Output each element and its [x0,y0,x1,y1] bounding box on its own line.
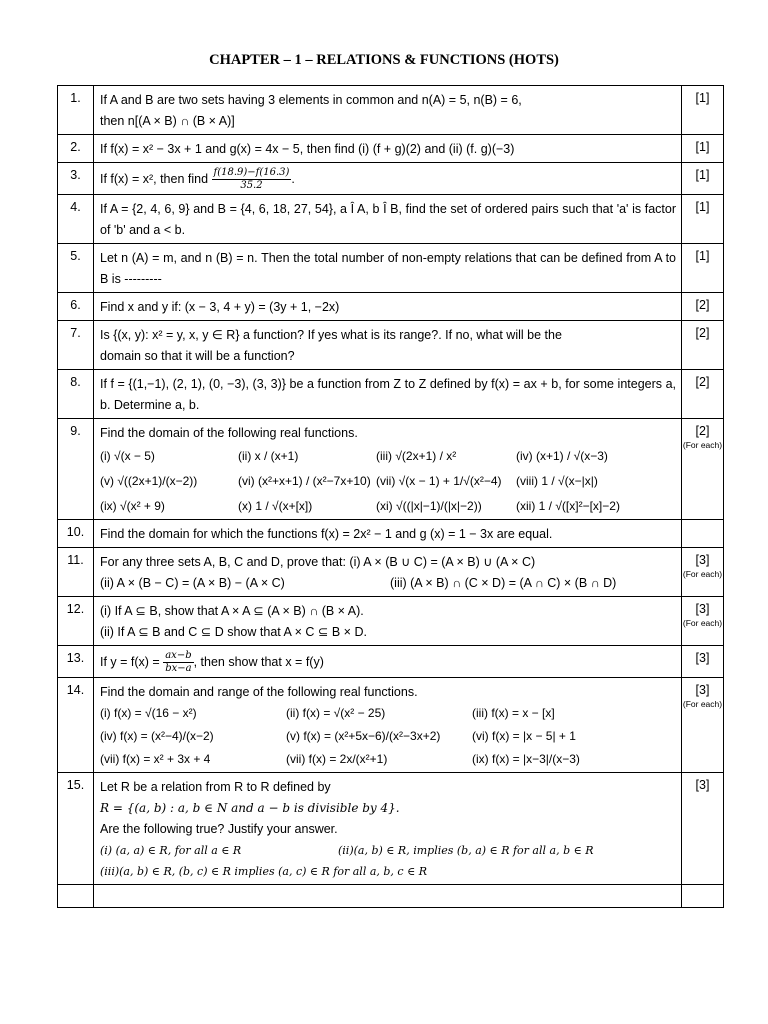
fraction [163,650,193,675]
question-text [94,646,682,678]
marks-note: (For each) [682,618,723,628]
table-row [58,548,724,597]
marks-value: [3] [695,683,710,697]
table-row [58,163,724,195]
question-line: then n[(A × B) ∩ (B × A)] [100,114,235,128]
question-part: (ii) A × (B − C) = (A × B) − (A × C) [100,576,285,590]
question-text [94,773,682,885]
function-item: (ii) f(x) = √(x² − 25) [286,706,386,720]
marks-value: [3] [695,602,710,616]
empty-cell [94,885,682,908]
question-marks [682,548,724,597]
question-number: 7. [58,321,94,370]
question-marks: [3] [682,646,724,678]
question-text: Find x and y if: (x − 3, 4 + y) = (3y + 1, −2x) [94,293,682,321]
question-prefix: If y = f(x) = [100,654,164,669]
question-number: 15. [58,773,94,885]
question-line: (i) If A ⊆ B, show that A × A ⊆ (A × B) ∩ (B × A). [100,604,364,618]
table-row [58,244,724,293]
question-number: 9. [58,419,94,520]
function-item: (vii) √(x − 1) + 1/√(x²−4) [376,474,502,488]
function-item: (xi) √((|x|−1)/(|x|−2)) [376,499,482,513]
question-marks: [1] [682,195,724,244]
question-number: 13. [58,646,94,678]
question-text [94,597,682,646]
question-part: (ii)(a, b) ∈ R, implies (b, a) ∈ R for all a, b ∈ R [338,844,594,857]
fraction [212,167,295,192]
function-grid [100,703,676,770]
question-line [100,840,676,861]
function-item: (vi) f(x) = |x − 5| + 1 [472,729,576,743]
question-line: R = {(a, b) : a, b ∈ N and a − b is divisible by 4}. [100,801,400,815]
fraction-numerator: f(18.9)−f(16.3) [213,167,290,178]
table-row [58,646,724,678]
question-marks: [1] [682,163,724,195]
question-line: domain so that it will be a function? [100,349,295,363]
marks-value: [3] [695,553,710,567]
question-line: Let R be a relation from R to R defined by [100,780,331,794]
question-text: Find the domain for which the functions f(x) = 2x² − 1 and g (x) = 1 − 3x are equal. [94,520,682,548]
marks-note: (For each) [682,569,723,579]
function-item: (vii) f(x) = x² + 3x + 4 [100,752,211,766]
function-item: (iv) (x+1) / √(x−3) [516,449,608,463]
question-number: 6. [58,293,94,321]
empty-cell [682,885,724,908]
function-item: (xii) 1 / √([x]²−[x]−2) [516,499,620,513]
question-text: If f(x) = x² − 3x + 1 and g(x) = 4x − 5, then find (i) (f + g)(2) and (ii) (f. g)(−3) [94,135,682,163]
question-marks: [1] [682,86,724,135]
table-row [58,597,724,646]
question-number: 8. [58,370,94,419]
marks-note: (For each) [682,699,723,709]
table-row [58,520,724,548]
question-marks: [1] [682,135,724,163]
question-line: Are the following true? Justify your answer. [100,822,338,836]
table-row [58,321,724,370]
question-marks: [2] [682,321,724,370]
function-item: (vi) (x²+x+1) / (x²−7x+10) [238,474,371,488]
question-number: 5. [58,244,94,293]
question-line [100,573,676,594]
questions-table [57,85,724,908]
function-item: (viii) 1 / √(x−|x|) [516,474,598,488]
function-item: (v) f(x) = (x²+5x−6)/(x²−3x+2) [286,729,441,743]
question-text: If A = {2, 4, 6, 9} and B = {4, 6, 18, 27, 54}, a Î A, b Î B, find the set of ordered pairs such that 'a' is factor of 'b' and a < b. [94,195,682,244]
marks-value: [2] [695,424,710,438]
question-marks: [2] [682,370,724,419]
question-marks: [3] [682,773,724,885]
table-row [58,293,724,321]
marks-note: (For each) [682,440,723,450]
fraction-numerator: ax−b [165,650,192,661]
question-marks [682,678,724,773]
table-row-empty [58,885,724,908]
fraction-denominator: bx−a [165,663,192,674]
function-item: (iii) f(x) = x − [x] [472,706,555,720]
question-number: 3. [58,163,94,195]
function-grid [100,446,676,517]
question-marks: [2] [682,293,724,321]
page-title: CHAPTER – 1 – RELATIONS & FUNCTIONS (HOTS) [209,52,559,68]
empty-cell [58,885,94,908]
table-row [58,370,724,419]
table-row [58,135,724,163]
question-prefix: If f(x) = x², then find [100,171,212,186]
question-marks [682,597,724,646]
table-row [58,419,724,520]
question-number: 2. [58,135,94,163]
question-number: 12. [58,597,94,646]
question-line: (iii)(a, b) ∈ R, (b, c) ∈ R implies (a, c) ∈ R for all a, b, c ∈ R [100,865,428,878]
question-line: For any three sets A, B, C and D, prove that: (i) A × (B ∪ C) = (A × B) ∪ (A × C) [100,555,536,569]
question-text [94,548,682,597]
question-suffix: , then show that x = f(y) [193,654,324,669]
question-number: 11. [58,548,94,597]
question-part: (i) (a, a) ∈ R, for all a ∈ R [100,844,242,857]
question-text: If f = {(1,−1), (2, 1), (0, −3), (3, 3)} be a function from Z to Z defined by f(x) = ax + b, for some integers a, b. Determine a, b. [94,370,682,419]
question-line: (ii) If A ⊆ B and C ⊆ D show that A × C ⊆ B × D. [100,625,367,639]
function-item: (iv) f(x) = (x²−4)/(x−2) [100,729,214,743]
function-item: (ii) x / (x+1) [238,449,299,463]
table-row [58,773,724,885]
question-line: Find the domain and range of the following real functions. [100,685,418,699]
function-item: (i) √(x − 5) [100,449,155,463]
question-marks [682,520,724,548]
table-row [58,678,724,773]
fraction-denominator: 35.2 [240,180,263,191]
question-text [94,86,682,135]
question-text [94,321,682,370]
question-text: Let n (A) = m, and n (B) = n. Then the total number of non-empty relations that can be defined from A to B is --------- [94,244,682,293]
question-line: Find the domain of the following real functions. [100,426,358,440]
function-item: (v) √((2x+1)/(x−2)) [100,474,198,488]
function-item: (vii) f(x) = 2x/(x²+1) [286,752,388,766]
table-row [58,195,724,244]
question-text [94,419,682,520]
function-item: (iii) √(2x+1) / x² [376,449,457,463]
question-text [94,678,682,773]
question-number: 1. [58,86,94,135]
question-text [94,163,682,195]
question-number: 10. [58,520,94,548]
function-item: (ix) √(x² + 9) [100,499,165,513]
function-item: (ix) f(x) = |x−3|/(x−3) [472,752,580,766]
question-marks: [1] [682,244,724,293]
table-row [58,86,724,135]
question-marks [682,419,724,520]
function-item: (i) f(x) = √(16 − x²) [100,706,197,720]
question-line: Is {(x, y): x² = y, x, y ∈ R} a function? If yes what is its range?. If no, what will be the [100,328,562,342]
question-part: (iii) (A × B) ∩ (C × D) = (A ∩ C) × (B ∩ D) [390,576,617,590]
question-number: 14. [58,678,94,773]
question-line: If A and B are two sets having 3 elements in common and n(A) = 5, n(B) = 6, [100,93,522,107]
question-suffix: . [291,171,295,186]
function-item: (x) 1 / √(x+[x]) [238,499,313,513]
question-number: 4. [58,195,94,244]
